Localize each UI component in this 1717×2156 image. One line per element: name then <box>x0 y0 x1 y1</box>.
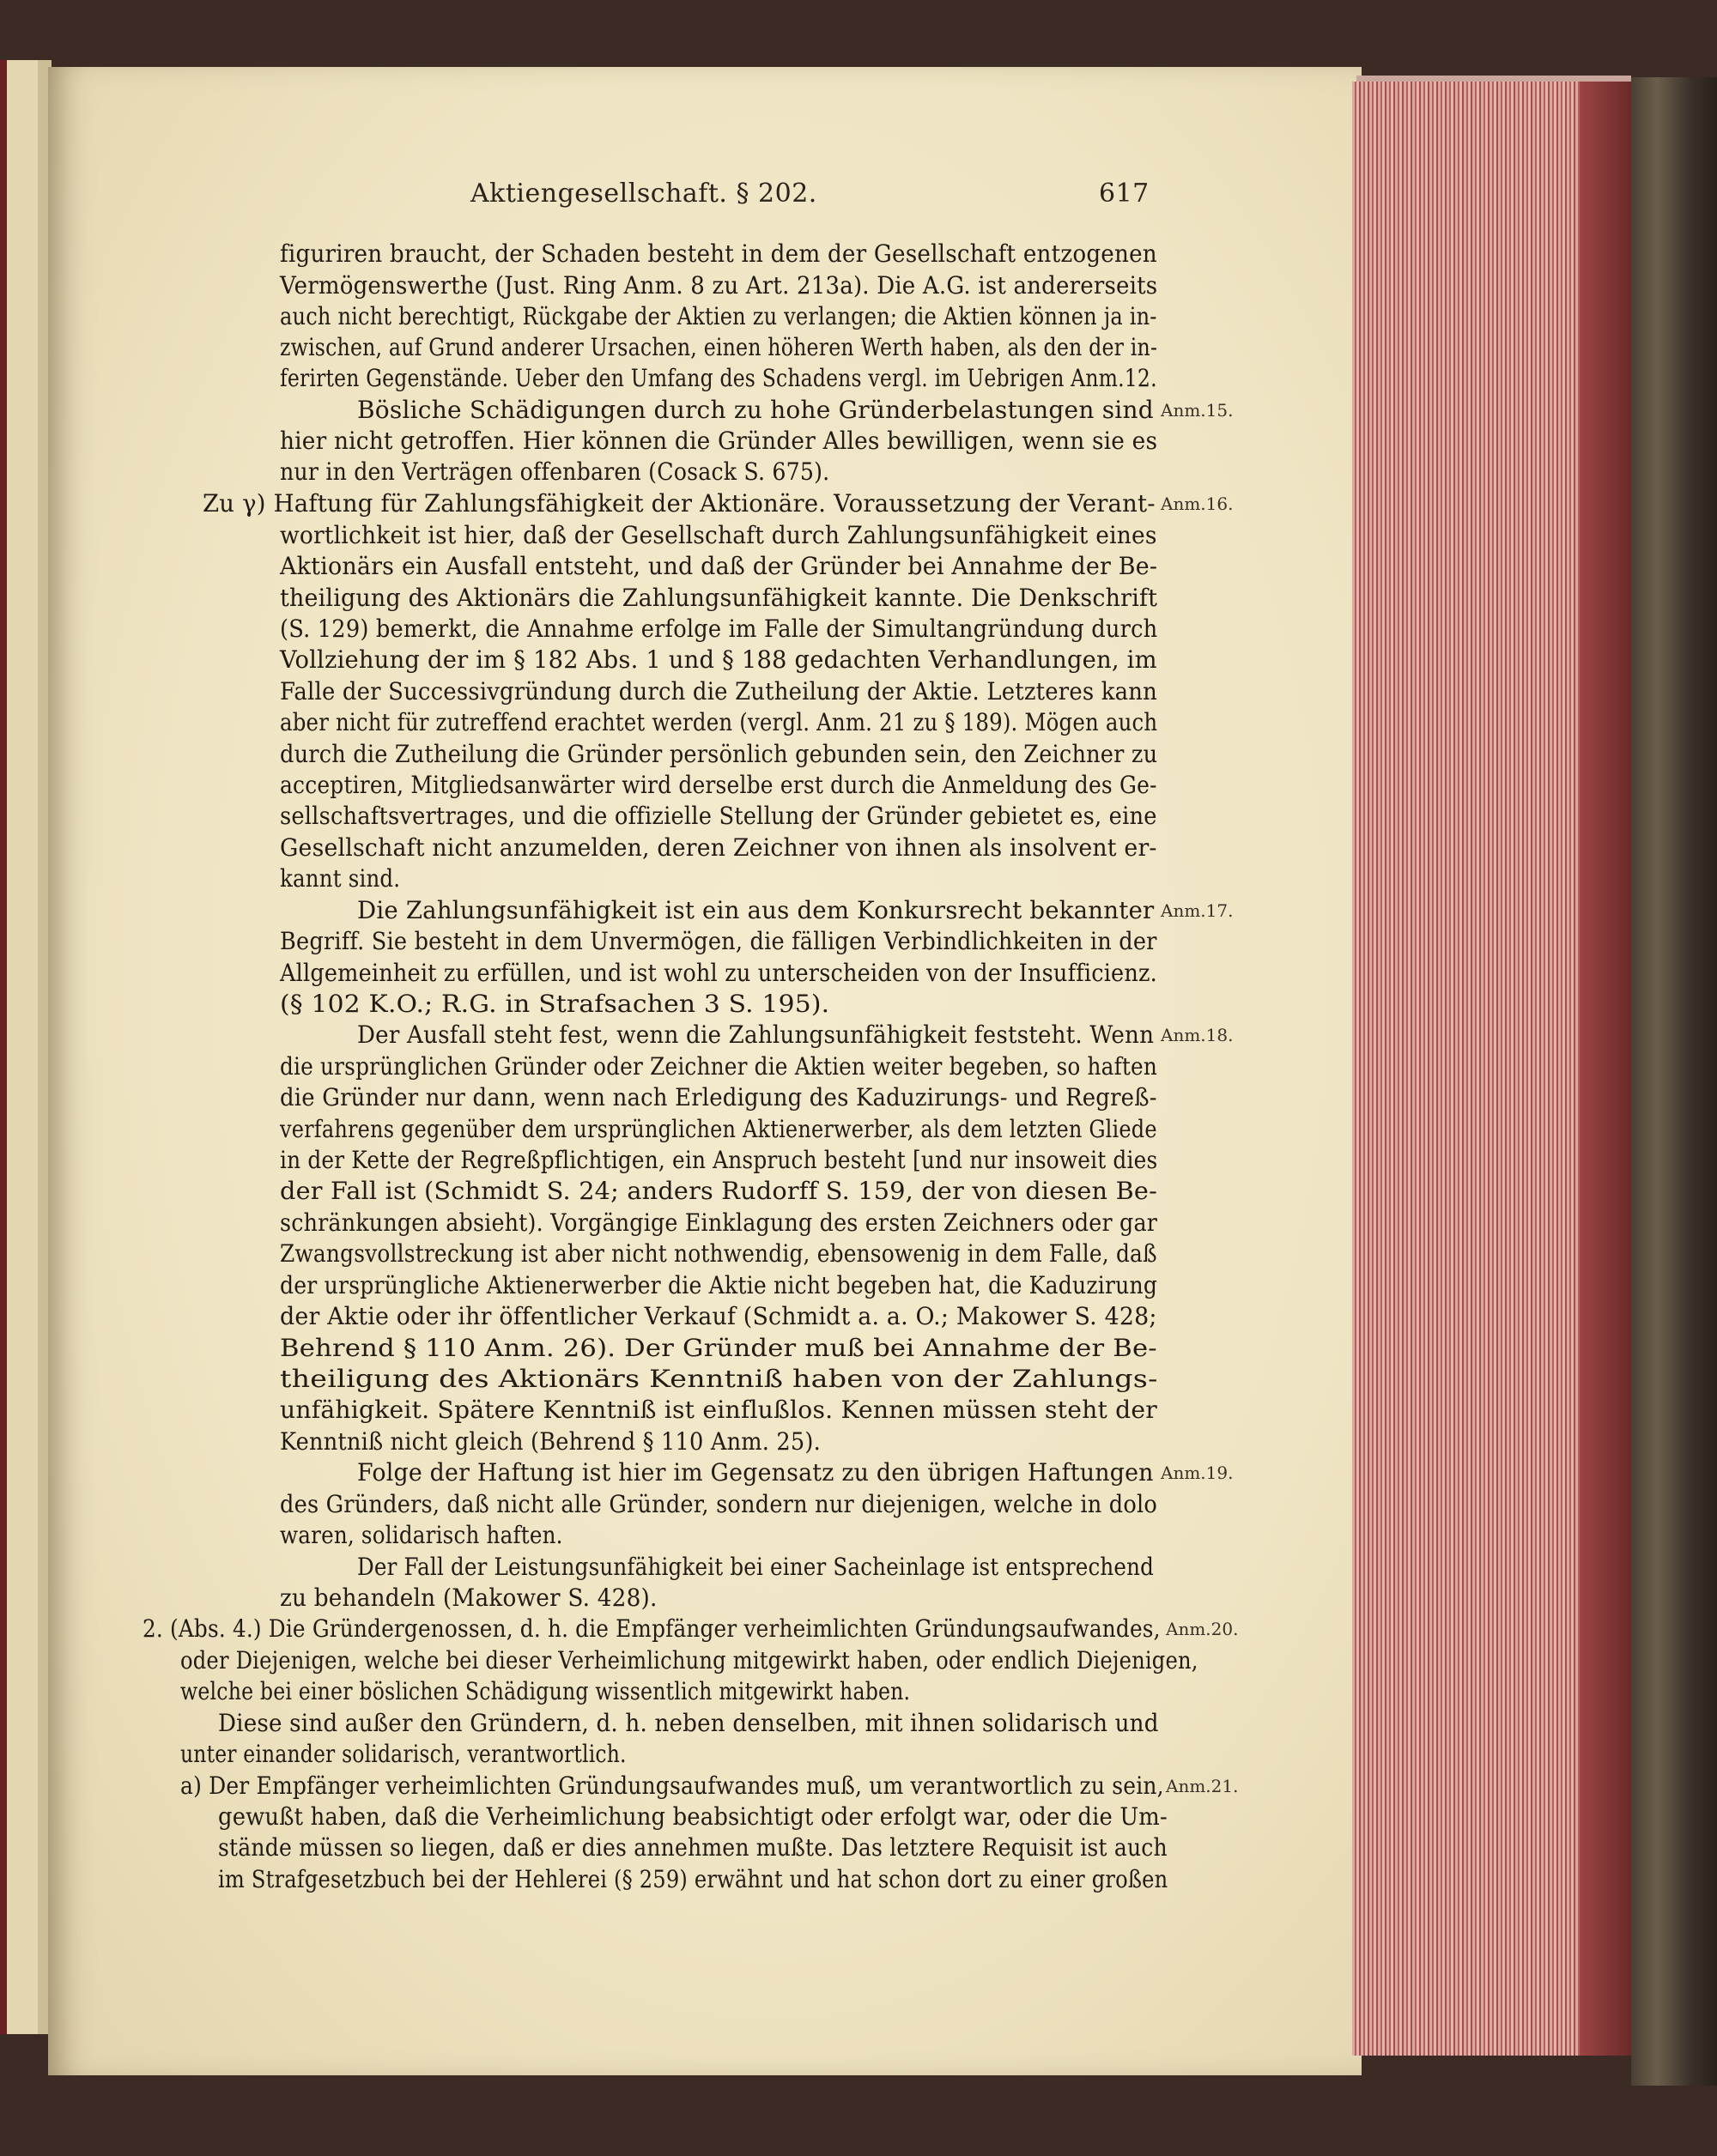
text-line: die Gründer nur dann, wenn nach Erledigung des Kaduzirungs- und Regreß- <box>280 1083 1157 1111</box>
margin-note: Anm.21. <box>1166 1776 1239 1796</box>
text-line: theiligung des Aktionärs die Zahlungsunfähigkeit kannte. Die Denkschrift <box>280 584 1158 612</box>
text-line: 2. (Abs. 4.) Die Gründergenossen, d. h. die Empfänger verheimlichten Gründungsaufwandes, <box>143 1614 1161 1643</box>
text-line: wortlichkeit ist hier, daß der Gesellschaft durch Zahlungsunfähigkeit eines <box>280 521 1157 549</box>
text-line: unfähigkeit. Spätere Kenntniß ist einflußlos. Kennen müssen steht der <box>280 1396 1157 1424</box>
left-page-edge <box>0 60 52 2034</box>
text-line: des Gründers, daß nicht alle Gründer, sondern nur diejenigen, welche in dolo <box>280 1490 1158 1518</box>
book-cover <box>1631 77 1717 2086</box>
margin-note: Anm.17. <box>1161 900 1234 921</box>
text-line: Folge der Haftung ist hier im Gegensatz zu den übrigen Haftungen <box>357 1458 1154 1487</box>
text-line: Falle der Successivgründung durch die Zutheilung der Aktie. Letzteres kann <box>280 677 1157 706</box>
text-line: die ursprünglichen Gründer oder Zeichner die Aktien weiter begeben, so haften <box>280 1052 1158 1081</box>
text-line: im Strafgesetzbuch bei der Hehlerei (§ 259) erwähnt und hat schon dort zu einer großen <box>218 1865 1168 1893</box>
text-line: Behrend § 110 Anm. 26). Der Gründer muß bei Annahme der Be- <box>280 1334 1157 1362</box>
margin-note: Anm.16. <box>1161 494 1234 514</box>
text-line: (§ 102 K.O.; R.G. in Strafsachen 3 S. 195). <box>280 990 830 1018</box>
text-line: schränkungen absieht). Vorgängige Einklagung des ersten Zeichners oder gar <box>280 1208 1158 1237</box>
text-line: a) Der Empfänger verheimlichten Gründungsaufwandes muß, um verantwortlich zu sein, <box>180 1771 1164 1800</box>
text-line: unter einander solidarisch, verantwortlich. <box>180 1740 627 1768</box>
text-line: zu behandeln (Makower S. 428). <box>280 1584 658 1612</box>
text-line: sellschaftsvertrages, und die offizielle Stellung der Gründer gebietet es, eine <box>280 802 1157 830</box>
page-number: 617 <box>1099 179 1150 209</box>
margin-note: Anm.15. <box>1161 400 1234 421</box>
text-line: Gesellschaft nicht anzumelden, deren Zeichner von ihnen als insolvent er- <box>280 833 1157 862</box>
text-line: Kenntniß nicht gleich (Behrend § 110 Anm. 25). <box>280 1427 821 1456</box>
text-line: Der Ausfall steht fest, wenn die Zahlungsunfähigkeit feststeht. Wenn <box>357 1020 1155 1049</box>
running-title: Aktiengesellschaft. § 202. <box>470 179 817 209</box>
text-line: Aktionärs ein Ausfall entsteht, und daß der Gründer bei Annahme der Be- <box>280 552 1158 580</box>
text-line: Zu γ) Haftung für Zahlungsfähigkeit der Aktionäre. Voraussetzung der Verant- <box>203 489 1156 518</box>
text-line: nur in den Verträgen offenbaren (Cosack S. 675). <box>280 457 830 486</box>
text-line: kannt sind. <box>280 864 401 893</box>
text-line: aber nicht für zutreffend erachtet werden (vergl. Anm. 21 zu § 189). Mögen auch <box>280 708 1158 736</box>
text-line: Begriff. Sie besteht in dem Unvermögen, die fälligen Verbindlichkeiten in der <box>280 927 1157 955</box>
text-line: in der Kette der Regreßpflichtigen, ein Anspruch besteht [und nur insoweit dies <box>280 1146 1158 1174</box>
text-line: auch nicht berechtigt, Rückgabe der Aktien zu verlangen; die Aktien können ja in- <box>280 302 1157 330</box>
text-line: zwischen, auf Grund anderer Ursachen, einen höheren Werth haben, als den der in- <box>280 333 1158 361</box>
text-line: Zwangsvollstreckung ist aber nicht nothwendig, ebensowenig in dem Falle, daß <box>280 1239 1157 1268</box>
page-edges-inner <box>1580 82 1631 2056</box>
text-line: ferirten Gegenstände. Ueber den Umfang des Schadens vergl. im Uebrigen Anm.12. <box>280 364 1157 392</box>
text-line: verfahrens gegenüber dem ursprünglichen Aktienerwerber, als dem letzten Gliede <box>280 1115 1157 1143</box>
text-line: Vermögenswerthe (Just. Ring Anm. 8 zu Art. 213a). Die A.G. ist andererseits <box>280 271 1158 300</box>
text-line: Bösliche Schädigungen durch zu hohe Gründerbelastungen sind <box>357 396 1154 424</box>
margin-note: Anm.19. <box>1161 1463 1234 1483</box>
page-edges <box>1352 82 1610 2056</box>
text-line: figuriren braucht, der Schaden besteht in dem der Gesellschaft entzogenen <box>280 239 1157 268</box>
text-line: Vollziehung der im § 182 Abs. 1 und § 188 gedachten Verhandlungen, im <box>280 645 1157 674</box>
text-line: (S. 129) bemerkt, die Annahme erfolge im Falle der Simultangründung durch <box>280 615 1158 643</box>
text-line: Der Fall der Leistungsunfähigkeit bei einer Sacheinlage ist entsprechend <box>357 1553 1155 1581</box>
text-line: Diese sind außer den Gründern, d. h. neben denselben, mit ihnen solidarisch und <box>218 1709 1159 1737</box>
text-line: hier nicht getroffen. Hier können die Gründer Alles bewilligen, wenn sie es <box>280 427 1158 455</box>
text-line: der ursprüngliche Aktienerwerber die Aktie nicht begeben hat, die Kaduzirung <box>280 1271 1158 1299</box>
text-line: stände müssen so liegen, daß er dies annehmen mußte. Das letztere Requisit ist auch <box>218 1833 1168 1862</box>
margin-note: Anm.20. <box>1166 1619 1239 1639</box>
text-line: Die Zahlungsunfähigkeit ist ein aus dem Konkursrecht bekannter <box>357 896 1155 924</box>
text-line: waren, solidarisch haften. <box>280 1521 563 1549</box>
text-line: durch die Zutheilung die Gründer persönlich gebunden sein, den Zeichner zu <box>280 740 1158 768</box>
text-line: der Aktie oder ihr öffentlicher Verkauf (Schmidt a. a. O.; Makower S. 428; <box>280 1302 1157 1330</box>
text-line: acceptiren, Mitgliedsanwärter wird derselbe erst durch die Anmeldung des Ge- <box>280 771 1157 799</box>
margin-note: Anm.18. <box>1161 1025 1234 1045</box>
text-line: gewußt haben, daß die Verheimlichung beabsichtigt oder erfolgt war, oder die Um- <box>218 1802 1168 1831</box>
text-line: der Fall ist (Schmidt S. 24; anders Rudorff S. 159, der von diesen Be- <box>280 1177 1157 1205</box>
text-line: welche bei einer böslichen Schädigung wissentlich mitgewirkt haben. <box>180 1677 911 1705</box>
text-line: oder Diejenigen, welche bei dieser Verheimlichung mitgewirkt haben, oder endlich Diejenigen, <box>180 1646 1198 1675</box>
text-line: Allgemeinheit zu erfüllen, und ist wohl zu unterscheiden von der Insufficienz. <box>280 959 1157 987</box>
text-line: theiligung des Aktionärs Kenntniß haben von der Zahlungs- <box>280 1365 1158 1393</box>
